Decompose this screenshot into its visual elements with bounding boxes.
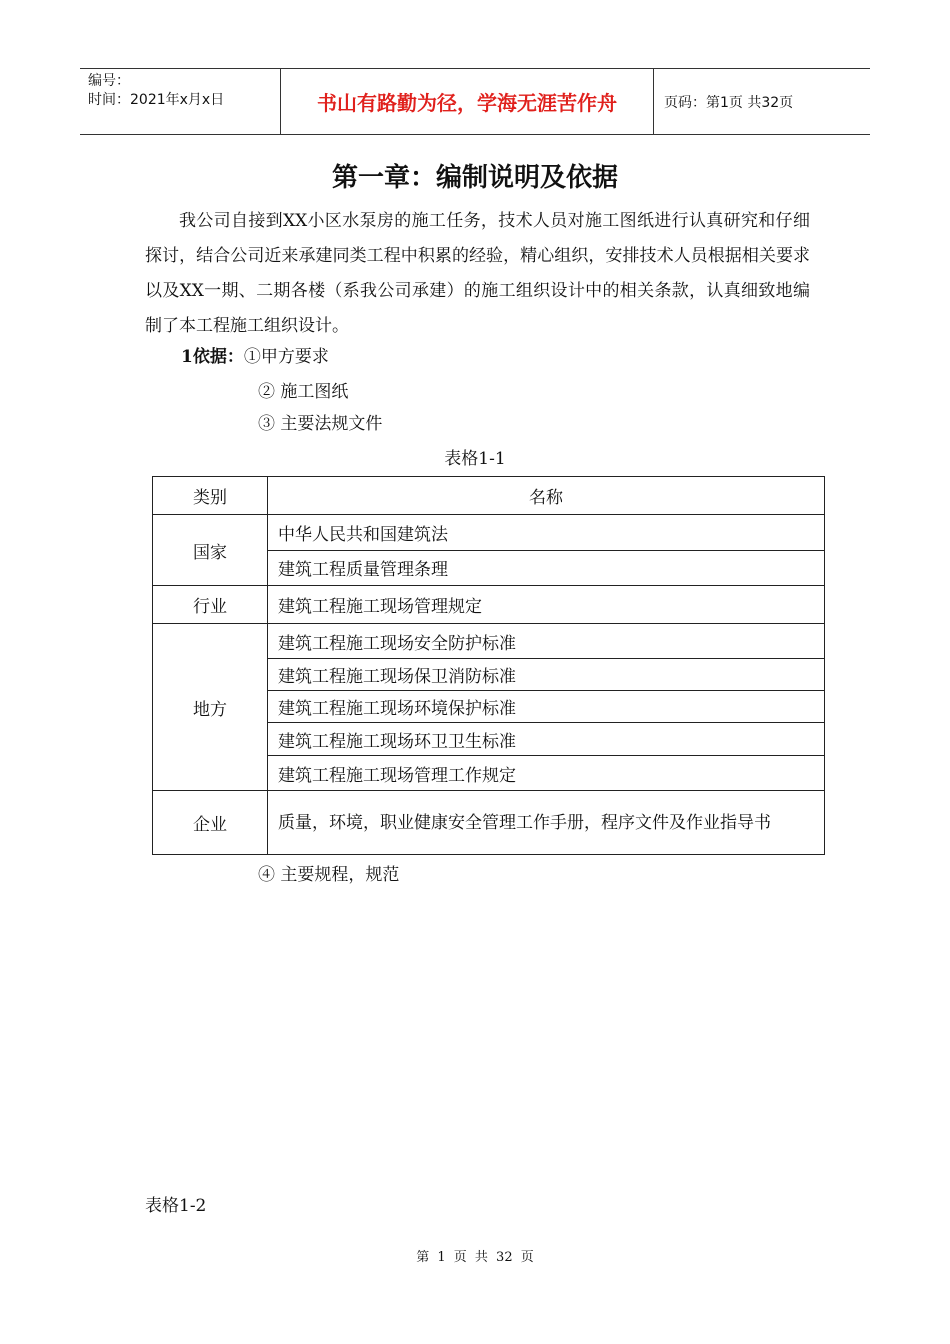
basis-line-1 (181, 342, 329, 367)
table-row (153, 515, 825, 551)
header-motto: 书山有路勤为径，学海无涯苦作舟 (281, 69, 654, 134)
table-2-caption: 表格1-2 (145, 1196, 207, 1216)
basis-item-3: ③ 主要法规文件 (258, 414, 383, 434)
table-row (153, 624, 825, 659)
page-header (80, 68, 870, 135)
name-cell: 建筑工程质量管理条理 (268, 550, 825, 586)
basis-label: 1依据： (181, 347, 244, 367)
basis-item-2: ② 施工图纸 (258, 382, 349, 402)
table-1-caption: 表格1-1 (444, 449, 506, 469)
basis-item-4: ④ 主要规程，规范 (258, 865, 400, 885)
header-meta (80, 69, 281, 134)
regulations-table (152, 476, 825, 855)
column-header-name: 名称 (268, 477, 825, 515)
name-cell: 建筑工程施工现场安全防护标准 (268, 624, 825, 659)
document-number-label: 编号： (88, 73, 130, 89)
header-page-info: 页码：第1页 共32页 (664, 94, 794, 111)
name-cell: 建筑工程施工现场保卫消防标准 (268, 659, 825, 691)
basis-item-1: ①甲方要求 (243, 347, 329, 367)
table-row (153, 586, 825, 624)
category-cell: 企业 (153, 791, 268, 855)
name-cell: 建筑工程施工现场管理工作规定 (268, 756, 825, 791)
table-row (153, 791, 825, 855)
chapter-title: 第一章：编制说明及依据 (331, 163, 618, 193)
category-cell: 地方 (153, 624, 268, 791)
column-header-category: 类别 (153, 477, 268, 515)
name-cell: 建筑工程施工现场环卫卫生标准 (268, 723, 825, 756)
name-cell: 质量，环境，职业健康安全管理工作手册，程序文件及作业指导书 (268, 791, 825, 855)
name-cell: 中华人民共和国建筑法 (268, 515, 825, 551)
category-cell: 国家 (153, 515, 268, 586)
table-header-row (153, 477, 825, 515)
category-cell: 行业 (153, 586, 268, 624)
page-footer: 第 1 页 共 32 页 (416, 1250, 534, 1265)
name-cell: 建筑工程施工现场环境保护标准 (268, 691, 825, 723)
intro-paragraph: 我公司自接到XX小区水泵房的施工任务，技术人员对施工图纸进行认真研究和仔细探讨，结合公司近来承建同类工程中积累的经验，精心组织，安排技术人员根据相关要求以及XX一期、二期各楼（系我公司承建）的施工组织设计中的相关条款，认真细致地编制了本工程施工组织设计。 (145, 211, 810, 336)
document-date-label: 时间：2021年x月x日 (88, 92, 225, 108)
name-cell: 建筑工程施工现场管理规定 (268, 586, 825, 624)
